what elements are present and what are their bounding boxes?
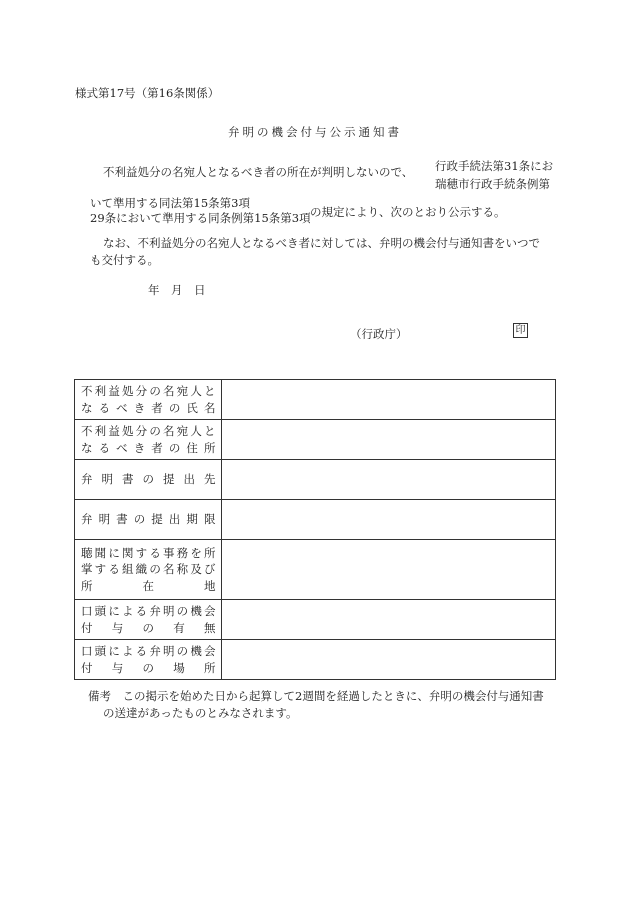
row-label-line: 不利益処分の名宛人と <box>81 384 216 399</box>
row-value[interactable] <box>222 500 556 540</box>
row-label-line: 付与の有無 <box>81 620 216 635</box>
table-row <box>75 460 556 500</box>
legal-basis-choice-upper <box>435 158 553 194</box>
row-value[interactable] <box>222 380 556 420</box>
row-value[interactable] <box>222 420 556 460</box>
row-label-line: 口頭による弁明の機会 <box>81 644 216 659</box>
row-label-line: 付与の場所 <box>81 660 216 675</box>
paragraph1-ending: の規定により、次のとおり公示する。 <box>310 205 506 219</box>
table-row <box>75 640 556 680</box>
row-label <box>75 460 222 500</box>
choice-b-line1: 瑞穂市行政手続条例第 <box>435 176 550 191</box>
row-label <box>75 640 222 680</box>
table-row <box>75 600 556 640</box>
row-label-line: なるべき者の氏名 <box>81 400 216 415</box>
choice-a-line2: いて準用する同法第15条第3項 <box>90 196 250 210</box>
date-line: 年 月 日 <box>148 283 206 297</box>
info-table <box>74 379 556 680</box>
document-title: 弁明の機会付与公示通知書 <box>228 125 402 139</box>
row-label-line: 所在地 <box>81 578 216 593</box>
row-value[interactable] <box>222 600 556 640</box>
row-label-line: なるべき者の住所 <box>81 440 216 455</box>
row-label <box>75 420 222 460</box>
choice-b-line2: 29条において準用する同条例第15条第3項 <box>90 211 311 225</box>
choice-a-line1: 行政手続法第31条にお <box>435 159 554 173</box>
seal-mark: 印 <box>513 323 528 338</box>
row-label-line: 弁明書の提出先 <box>81 472 216 487</box>
row-value[interactable] <box>222 460 556 500</box>
table-row <box>75 540 556 600</box>
row-label <box>75 600 222 640</box>
row-label <box>75 500 222 540</box>
paragraph2-line1: なお、不利益処分の名宛人となるべき者に対しては、弁明の機会付与通知書をいつで <box>103 236 540 250</box>
note-line1: 備考 この掲示を始めた日から起算して2週間を経過したときに、弁明の機会付与通知書 <box>88 689 544 703</box>
row-label <box>75 380 222 420</box>
row-value[interactable] <box>222 640 556 680</box>
row-label-line: 聴聞に関する事務を所 <box>81 546 216 560</box>
table-row <box>75 500 556 540</box>
row-value[interactable] <box>222 540 556 600</box>
row-label-line: 弁明書の提出期限 <box>81 512 216 527</box>
note-line2: の送達があったものとみなされます。 <box>103 706 298 720</box>
agency-label: （行政庁） <box>350 327 408 341</box>
table-row <box>75 380 556 420</box>
row-label-line: 口頭による弁明の機会 <box>81 604 216 619</box>
paragraph2-line2: も交付する。 <box>90 253 159 267</box>
paragraph1-intro: 不利益処分の名宛人となるべき者の所在が判明しないので、 <box>103 165 414 179</box>
table-row <box>75 420 556 460</box>
row-label-line: 掌する組織の名称及び <box>81 562 216 577</box>
row-label <box>75 540 222 600</box>
form-number: 様式第17号（第16条関係） <box>75 86 220 100</box>
row-label-line: 不利益処分の名宛人と <box>81 424 216 439</box>
